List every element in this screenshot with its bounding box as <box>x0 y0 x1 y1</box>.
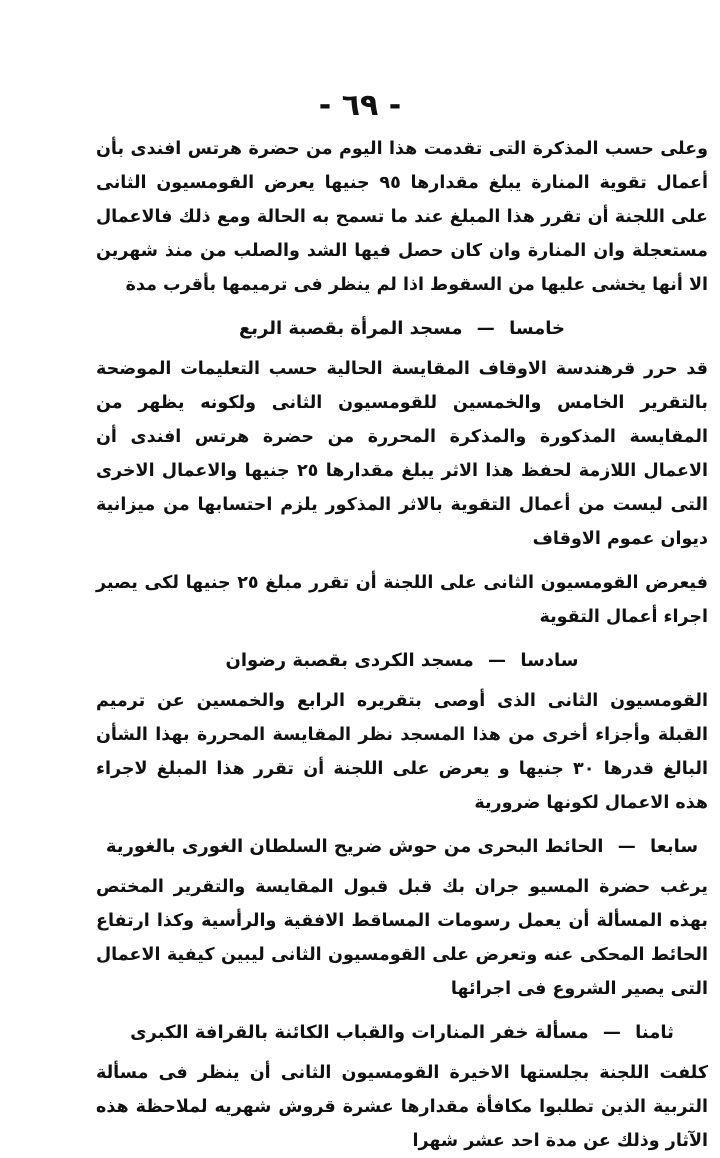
heading-title: الحائط البحرى من حوش ضريح السلطان الغورى بالغورية <box>105 836 604 857</box>
heading-separator: — <box>602 1022 621 1043</box>
paragraph-seventh: يرغب حضرة المسيو جران بك قبل قبول المقايسة والتقرير المختص بهذه المسألة أن يعمل رسومات المساقط الافقية والرأسية وكذا ارتفاع الحائط المحكى عنه وتعرض على القومسيون الثانى ليبين كيفية الاعمال التى يصير الشروع فى اجرائها <box>96 877 708 999</box>
paragraph-sixth: القومسيون الثانى الذى أوصى بتقريره الرابع والخمسين عن ترميم القبلة وأجزاء أخرى من هذا المسجد نظر المقايسة المحررة بهذا الشأن البالغ قدرها ٣٠ جنيها و يعرض على اللجنة أن تقرر هذا المبلغ لاجراء هذه الاعمال لكونها ضرورية <box>96 691 708 813</box>
heading-number: ثامنا <box>635 1022 674 1043</box>
heading-separator: — <box>476 318 495 339</box>
heading-number: سابعا <box>649 836 699 857</box>
heading-title: مسجد الكردى بقصبة رضوان <box>225 650 474 671</box>
paragraph-fifth-recommendation: فيعرض القومسيون الثانى على اللجنة أن تقرر مبلغ ٢٥ جنيها لكى يصير اجراء أعمال التقوية <box>96 573 709 627</box>
section-heading-fifth <box>96 312 708 346</box>
heading-title: مسألة خفر المنارات والقباب الكائنة بالقرافة الكبرى <box>130 1022 589 1043</box>
document-body <box>96 132 708 1158</box>
heading-separator: — <box>488 650 507 671</box>
paragraph-minaret-reinforcement: وعلى حسب المذكرة التى تقدمت هذا اليوم من حضرة هرتس افندى بأن أعمال تقوية المنارة يبلغ مقدارها ٩٥ جنيها يعرض القومسيون الثانى على اللجنة أن تقرر هذا المبلغ عند ما تسمح به الحالة ومع ذلك فالاعمال مستعجلة وان المنارة وان كان حصل فيها الشد والصلب من منذ شهرين الا أنها يخشى عليها من السقوط اذا لم ينظر فى ترميمها بأقرب مدة <box>96 139 708 295</box>
heading-number: خامسا <box>509 318 566 339</box>
paragraph-fifth-estimate: قد حرر قرهندسة الاوقاف المقايسة الحالية حسب التعليمات الموضحة بالتقرير الخامس والخمسين للقومسيون الثانى ولكونه يظهر من المقايسة المذكورة والمذكرة المحررة من حضرة هرتس افندى أن الاعمال اللازمة لحفظ هذا الاثر يبلغ مقدارها ٢٥ جنيها والاعمال الاخرى التى ليست من أعمال التقوية بالاثر المذكور يلزم احتسابها من ميزانية ديوان عموم الاوقاف <box>96 359 709 549</box>
section-heading-sixth <box>96 644 708 678</box>
heading-separator: — <box>617 836 636 857</box>
heading-number: سادسا <box>520 650 579 671</box>
page-number: - ٦٩ - <box>318 88 402 123</box>
paragraph-eighth: كلفت اللجنة بجلستها الاخيرة القومسيون الثانى أن ينظر فى مسألة التربية الذين تطلبوا مكافأة مقدارها عشرة قروش شهريه لملاحظة هذه الآثار وذلك عن مدة احد عشر شهرا <box>96 1063 708 1151</box>
heading-title: مسجد المرأة بقصبة الربع <box>238 318 463 339</box>
section-heading-eighth <box>96 1016 708 1050</box>
section-heading-seventh <box>96 830 708 864</box>
